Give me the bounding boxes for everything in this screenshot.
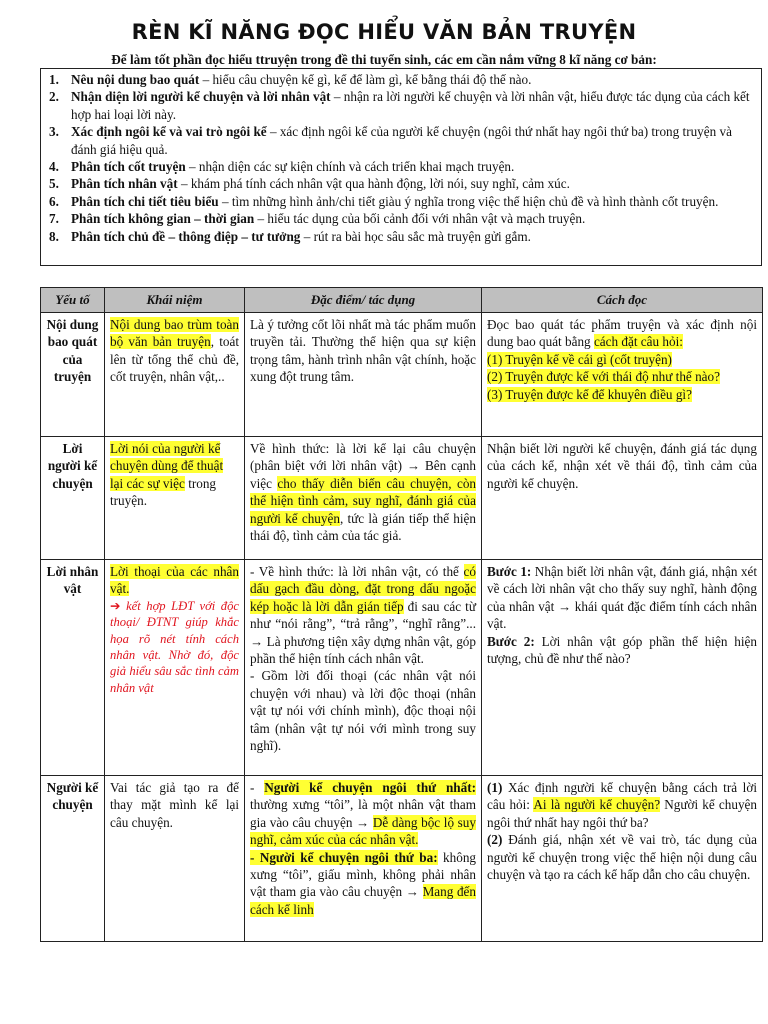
skill-text: Phân tích chủ đề – thông điệp – tư tưởng – rút ra bài học sâu sắc mà truyện gửi gắm. xyxy=(71,228,531,244)
skill-number: 3. xyxy=(49,124,59,140)
skill-item xyxy=(49,210,755,227)
skill-number: 8. xyxy=(49,228,59,244)
skill-item xyxy=(49,158,755,175)
skill-number: 2. xyxy=(49,89,59,105)
feature-cell: - Người kể chuyện ngôi thứ nhất: thường xưng “tôi”, là một nhân vật tham gia vào câu chuyện → Dễ dàng bộc lộ suy nghĩ, cảm xúc của các nhân vật. - Người kể chuyện ngôi thứ ba: không xưng “tôi”, giấu mình, không phải nhân vật tham gia vào câu chuyện → Mang đến cách kể linh xyxy=(245,776,482,942)
header-factor: Yếu tố xyxy=(41,288,105,313)
skill-number: 7. xyxy=(49,211,59,227)
reading-cell: Bước 1: Nhận biết lời nhân vật, đánh giá, nhận xét về cách lời nhân vật cho thấy suy nghĩ, hành động của nhân vật → khái quát đặc điểm tính cách nhân vật. Bước 2: Lời nhân vật góp phần thể hiện hiện tượng, chủ đề như thế nào? xyxy=(482,560,763,776)
reading-cell: (1) Xác định người kể chuyện bằng cách trả lời câu hỏi: Ai là người kể chuyện? Người kể chuyện ngôi thứ nhất hay ngôi thứ ba? (2) Đánh giá, nhận xét về vai trò, tác dụng của người kể chuyện trong việc thể hiện nội dung câu chuyện và tạo ra cách kể hấp dẫn cho câu chuyện. xyxy=(482,776,763,942)
factor-cell: Lời nhân vật xyxy=(41,560,105,776)
factor-cell: Nội dung bao quát của truyện xyxy=(41,313,105,437)
header-feature: Đặc điểm/ tác dụng xyxy=(245,288,482,313)
skill-text: Phân tích nhân vật – khám phá tính cách nhân vật qua hành động, lời nói, suy nghĩ, cảm xúc. xyxy=(71,176,570,192)
skill-text: Phân tích cốt truyện – nhận diện các sự kiện chính và cách triển khai mạch truyện. xyxy=(71,159,515,175)
skill-item xyxy=(49,88,755,123)
reading-table xyxy=(40,287,763,942)
table-row xyxy=(41,560,763,776)
table-row xyxy=(41,437,763,560)
intro-text: Để làm tốt phần đọc hiểu ttruyện trong đề thi tuyển sinh, các em cần nắm vững 8 kĩ năng cơ bản: xyxy=(111,52,657,67)
skill-text: Nêu nội dung bao quát – hiểu câu chuyện kể gì, kể để làm gì, kể bằng thái độ thế nào. xyxy=(71,72,532,87)
table-row xyxy=(41,776,763,942)
table-row xyxy=(41,313,763,437)
skill-number: 1. xyxy=(49,72,59,87)
reading-cell: Đọc bao quát tác phẩm truyện và xác định nội dung bao quát bằng cách đặt câu hỏi: (1) Truyện kể về cái gì (cốt truyện) (2) Truyện được kể với thái độ như thế nào? (3) Truyện được kể để khuyên điều gì? xyxy=(482,313,763,437)
skill-item xyxy=(49,71,755,88)
concept-cell: Nội dung bao trùm toàn bộ văn bản truyện, toát lên từ tổng thể chủ đề, cốt truyện, nhân vật,.. xyxy=(105,313,245,437)
skill-item xyxy=(49,123,755,158)
skill-text: Phân tích không gian – thời gian – hiểu tác dụng của bối cảnh đối với nhân vật và mạch truyện. xyxy=(71,211,586,227)
header-concept: Khái niệm xyxy=(105,288,245,313)
skills-box xyxy=(40,68,762,266)
skill-number: 6. xyxy=(49,193,59,209)
skill-number: 5. xyxy=(49,176,59,192)
factor-cell: Người kể chuyện xyxy=(41,776,105,942)
factor-cell: Lời người kể chuyện xyxy=(41,437,105,560)
concept-cell: Vai tác giả tạo ra để thay mặt mình kể lại câu chuyện. xyxy=(105,776,245,942)
skill-item xyxy=(49,228,755,245)
arrow-icon: ➔ xyxy=(110,598,121,613)
concept-cell: Lời nói của người kể chuyện dùng để thuật lại các sự việc trong truyện. xyxy=(105,437,245,560)
reading-cell: Nhận biết lời người kể chuyện, đánh giá tác dụng của cách kể, nhận xét về thái độ, tình cảm của người kể chuyện. xyxy=(482,437,763,560)
table-header-row xyxy=(41,288,763,313)
skill-text: Nhận diện lời người kể chuyện và lời nhân vật – nhận ra lời người kể chuyện và lời nhân vật, hiểu được tác dụng của cách kết hợp hai loại lời này. xyxy=(71,89,750,122)
header-reading: Cách đọc xyxy=(482,288,763,313)
skill-item xyxy=(49,193,755,210)
feature-cell: Là ý tưởng cốt lõi nhất mà tác phẩm muốn truyền tải. Thường thể hiện qua sự kiện trọng tâm, hành trình nhân vật chính, hoặc xung đột trung tâm. xyxy=(245,313,482,437)
page-title: RÈN KĨ NĂNG ĐỌC HIỂU VĂN BẢN TRUYỆN xyxy=(131,20,637,44)
skill-item xyxy=(49,175,755,192)
feature-cell: - Về hình thức: là lời nhân vật, có thể có dấu gạch đầu dòng, đặt trong dấu ngoặc kép hoặc là lời dẫn gián tiếp đi sau các từ như “nói rằng”, “trả rằng”, “nghĩ rằng”... → Là phương tiện xây dựng nhân vật, góp phần thể hiện tính cách nhân vật. - Gồm lời đối thoại (các nhân vật nói chuyện với nhau) và lời độc thoại (nhân vật tự nói với chính mình), độc thoại nội tâm (nhân vật tự nói với mình trong suy nghĩ). xyxy=(245,560,482,776)
skill-text: Xác định ngôi kể và vai trò ngôi kể – xác định ngôi kể của người kể chuyện (ngôi thứ nhất hay ngôi thứ ba) trong truyện và đánh giá hiệu quả. xyxy=(71,124,732,157)
concept-cell: Lời thoại của các nhân vật. ➔ kết hợp LĐT với độc thoại/ ĐTNT giúp khắc họa rõ nét tính cách nhân vật. Nhờ đó, độc giả hiểu sâu sắc tình cảm nhân vật xyxy=(105,560,245,776)
skill-text: Phân tích chi tiết tiêu biểu – tìm những hình ảnh/chi tiết giàu ý nghĩa trong việc thể hiện chủ đề và hình thành cốt truyện. xyxy=(71,193,719,209)
feature-cell: Về hình thức: là lời kể lại câu chuyện (phân biệt với lời nhân vật) → Bên cạnh việc cho thấy diễn biến câu chuyện, còn thể hiện tình cảm, suy nghĩ, đánh giá của người kể chuyện, tức là gián tiếp thể hiện thái độ, tình cảm của tác giả. xyxy=(245,437,482,560)
skill-number: 4. xyxy=(49,159,59,175)
